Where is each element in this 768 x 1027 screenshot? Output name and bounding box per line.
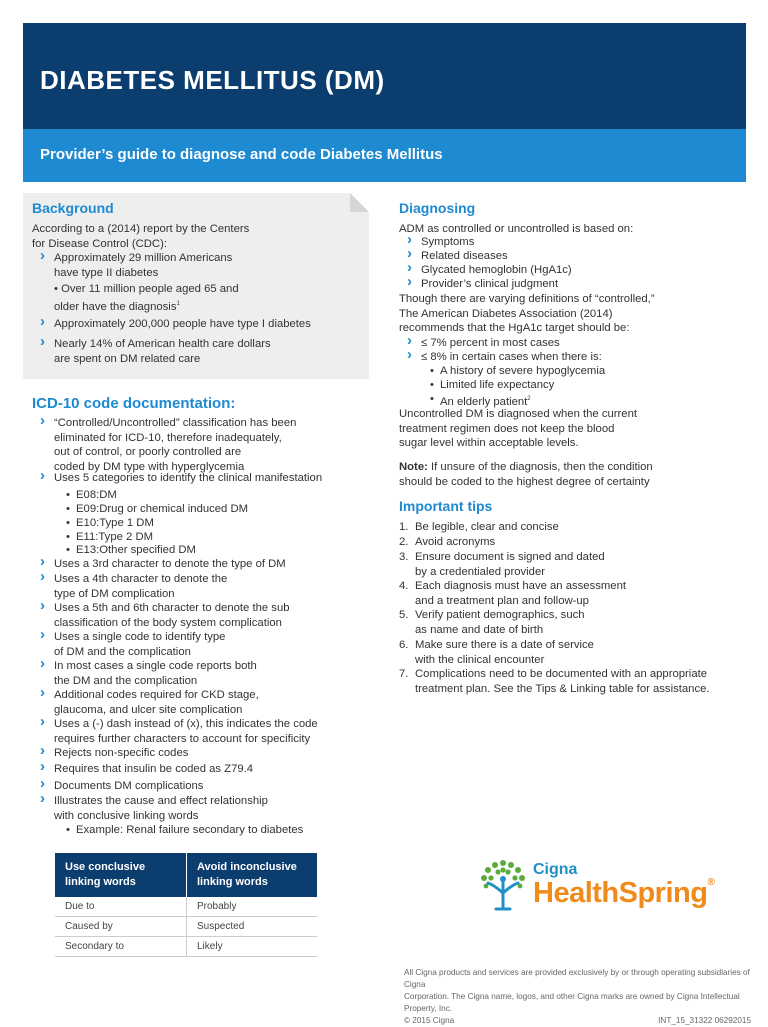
background-intro: According to a (2014) report by the Centers for Disease Control (CDC): <box>32 223 250 250</box>
table-header-row <box>55 853 317 897</box>
icd-bullet: › Uses a 5th and 6th character to denote the sub classification of the body system complication <box>40 601 290 630</box>
icd-bullet: › Documents DM complications <box>40 779 203 794</box>
diagnosing-item: › Symptoms <box>407 235 474 250</box>
diagnosing-item: › Glycated hemoglobin (HgA1c) <box>407 263 572 278</box>
page-title: DIABETES MELLITUS (DM) <box>40 65 385 95</box>
document-code: INT_15_31322 06292015 <box>658 1016 751 1025</box>
background-bullet-1: › Approximately 29 million Americans have type II diabetes <box>40 251 232 280</box>
hga1c-target: › ≤ 7% percent in most cases <box>407 336 560 351</box>
note-paragraph: Note: If unsure of the diagnosis, then the condition should be coded to the highest degree of certainty <box>399 461 653 488</box>
background-title: Background <box>32 200 114 216</box>
tip-item: 6. Make sure there is a date of service with the clinical encounter <box>399 639 594 666</box>
cigna-wordmark: Cigna <box>533 861 578 878</box>
table-row <box>55 917 317 937</box>
icd-bullet: › Additional codes required for CKD stage, glaucoma, and ulcer site complication <box>40 688 259 717</box>
tip-item: 4. Each diagnosis must have an assessment and a treatment plan and follow-up <box>399 580 626 607</box>
footer-line: Corporation. The Cigna name, logos, and other Cigna marks are owned by Cigna Intellectual Property, Inc. <box>404 992 740 1013</box>
legal-footer <box>404 967 751 1027</box>
table-cell: Likely <box>187 937 318 957</box>
icd-bullet: › Illustrates the cause and effect relationship with conclusive linking words <box>40 794 268 823</box>
code-e10: • E10:Type 1 DM <box>66 516 154 531</box>
table-cell: Suspected <box>187 917 318 937</box>
case-item: • An elderly patient$^2$ <box>430 392 531 409</box>
subtitle-banner <box>23 129 746 182</box>
cigna-healthspring-logo <box>476 857 736 917</box>
icd-bullet: › Uses a 4th character to denote the type of DM complication <box>40 572 227 601</box>
hga1c-target: › ≤ 8% in certain cases when there is: <box>407 350 602 365</box>
icd-bullet: › Requires that insulin be coded as Z79.4 <box>40 762 253 777</box>
background-sub-bullet: • Over 11 million people aged 65 and older have the diagnosis$^1$ <box>54 283 239 313</box>
icd-bullet: › In most cases a single code reports both the DM and the complication <box>40 659 257 688</box>
icd-bullet: › Uses a single code to identify type of DM and the complication <box>40 630 225 659</box>
linking-words-table <box>55 853 317 957</box>
table-cell: Caused by <box>55 917 187 937</box>
background-bullet-3: › Nearly 14% of American health care dollars are spent on DM related care <box>40 337 271 366</box>
icd-bullet: › Uses a (-) dash instead of (x), this indicates the code requires further characters to account for specificity <box>40 717 318 746</box>
code-e11: • E11:Type 2 DM <box>66 530 153 545</box>
code-e08: • E08:DM <box>66 488 117 503</box>
tip-item: 7. Complications need to be documented with an appropriate treatment plan. See the Tips & Linking table for assistance. <box>399 668 710 695</box>
table-cell: Secondary to <box>55 937 187 957</box>
column-header: Avoid inconclusive linking words <box>187 853 318 897</box>
copyright: © 2015 Cigna <box>404 1016 455 1025</box>
diagnosing-item: › Provider’s clinical judgment <box>407 277 558 292</box>
healthspring-wordmark: HealthSpring® <box>533 877 715 909</box>
tip-item: 1. Be legible, clear and concise <box>399 521 559 533</box>
footer-line: All Cigna products and services are provided exclusively by or through operating subsidiaries of Cigna <box>404 968 750 989</box>
code-e13: • E13:Other specified DM <box>66 543 196 558</box>
background-bullet-2: › Approximately 200,000 people have type I diabetes <box>40 317 311 332</box>
tip-item: 5. Verify patient demographics, such as name and date of birth <box>399 609 585 636</box>
tips-title: Important tips <box>399 498 493 514</box>
diagnosing-intro: ADM as controlled or uncontrolled is based on: <box>399 223 634 235</box>
tip-item: 3. Ensure document is signed and dated by a credentialed provider <box>399 551 605 578</box>
code-e09: • E09:Drug or chemical induced DM <box>66 502 248 517</box>
table-cell: Due to <box>55 897 187 917</box>
icd-bullet: › Uses a 3rd character to denote the type of DM <box>40 557 286 572</box>
icd-title: ICD-10 code documentation: <box>32 395 236 412</box>
column-header: Use conclusive linking words <box>55 853 187 897</box>
case-item: • A history of severe hypoglycemia <box>430 364 605 379</box>
table-row <box>55 937 317 957</box>
uncontrolled-paragraph: Uncontrolled DM is diagnosed when the current treatment regimen does not keep the blood sugar level within acceptable levels. <box>399 408 637 449</box>
icd-bullet: › Uses 5 categories to identify the clinical manifestation <box>40 471 322 486</box>
page-subtitle: Provider’s guide to diagnose and code Diabetes Mellitus <box>40 146 443 163</box>
diagnosing-paragraph: Though there are varying definitions of “controlled,” The American Diabetes Association (2014) recommends that the HgA1c target should be: <box>399 293 655 334</box>
folded-corner <box>350 193 369 212</box>
diagnosing-title: Diagnosing <box>399 200 476 216</box>
table-cell: Probably <box>187 897 318 917</box>
header-banner <box>23 23 746 129</box>
tip-item: 2. Avoid acronyms <box>399 536 496 548</box>
icd-bullet: › “Controlled/Uncontrolled” classification has been eliminated for ICD-10, therefore inadequately, out of control, or poorly controlled are coded by DM type with hyperglycemia <box>40 416 296 474</box>
diagnosing-item: › Related diseases <box>407 249 508 264</box>
tree-of-life-icon <box>476 857 530 915</box>
table-row <box>55 897 317 917</box>
icd-example: • Example: Renal failure secondary to diabetes <box>66 823 303 838</box>
case-item: • Limited life expectancy <box>430 378 554 393</box>
icd-bullet: › Rejects non-specific codes <box>40 746 188 761</box>
